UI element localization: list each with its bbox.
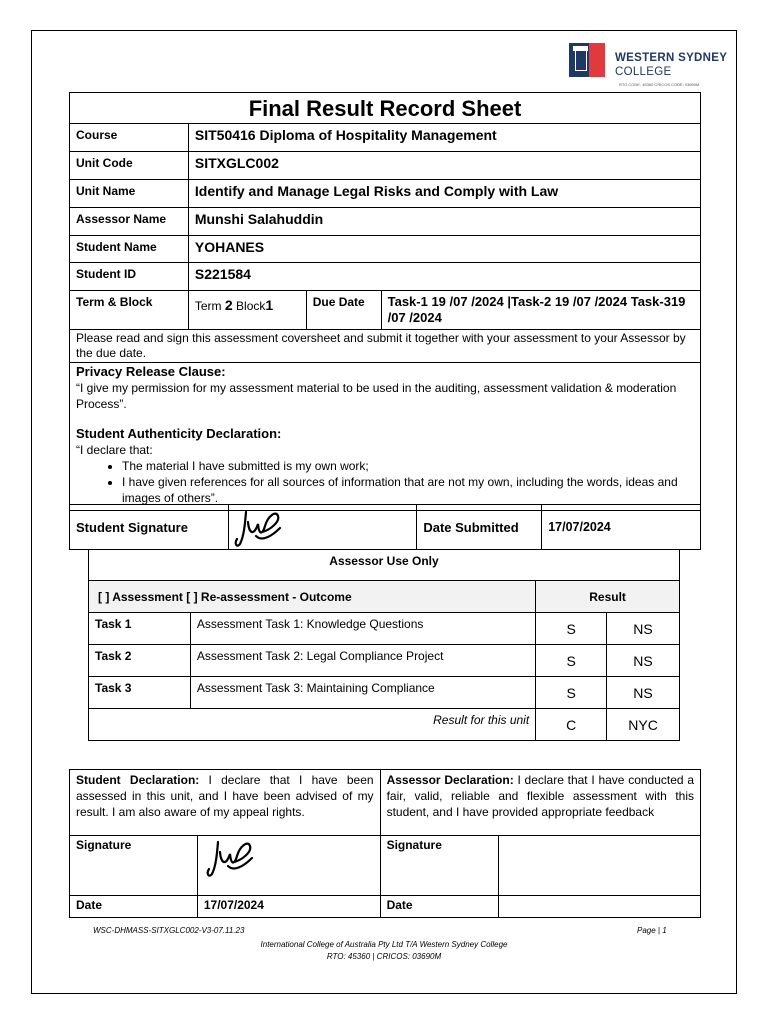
term-block-value: Term 2 Block1 (188, 291, 306, 330)
task-1-label: Task 1 (89, 613, 191, 645)
assessor-date-label: Date (380, 896, 499, 918)
task-2-label: Task 2 (89, 645, 191, 677)
task-2-s: S (536, 645, 607, 677)
assessor-date-value (499, 896, 701, 918)
assessor-name-label: Assessor Name (70, 208, 189, 236)
logo-line2: COLLEGE (615, 66, 672, 78)
result-record-table (69, 92, 701, 511)
student-signature-image (232, 506, 284, 550)
privacy-heading: Privacy Release Clause: (76, 364, 226, 379)
task-3-ns: NS (607, 677, 680, 709)
unit-result-label: Result for this unit (89, 709, 536, 741)
due-date-label: Due Date (306, 291, 381, 330)
student-name-label: Student Name (70, 236, 189, 263)
task-1-name: Assessment Task 1: Knowledge Questions (190, 613, 535, 645)
footer-line2: RTO: 45360 | CRICOS: 03690M (326, 952, 442, 961)
unit-code-value: SITXGLC002 (188, 152, 700, 180)
assessor-declaration-text: I declare that I have conducted a fair, valid, reliable and flexible assessment with this student, and I have provided appropriate feedback (386, 773, 694, 819)
course-label: Course (70, 124, 189, 152)
student-date-value: 17/07/2024 (197, 896, 380, 918)
unit-result-nyc: NYC (607, 709, 680, 741)
task-2-ns: NS (607, 645, 680, 677)
unit-code-label: Unit Code (70, 152, 189, 180)
date-submitted-label: Date Submitted (417, 505, 542, 550)
footer-doc-code: WSC-DHMASS-SITXGLC002-V3-07.11.23 (93, 926, 245, 935)
logo-codes: RTO CODE: 45360 CRICOS CODE: 03690M (619, 82, 700, 87)
authenticity-intro: “I declare that: (76, 443, 153, 457)
assessor-name-value: Munshi Salahuddin (188, 208, 700, 236)
student-declaration-text: I declare that I have been assessed in this unit, and I have been advised of my result. I am also aware of my appeal rights. (76, 773, 374, 819)
assessor-use-table (88, 549, 680, 741)
assessor-declaration (380, 770, 700, 836)
student-signature-label-2: Signature (70, 836, 198, 896)
declaration-signature-table (69, 769, 701, 918)
result-label: Result (536, 581, 680, 613)
due-date-value: Task-1 19 /07 /2024 |Task-2 19 /07 /2024 Task-319 /07 /2024 (381, 291, 700, 330)
task-1-s: S (536, 613, 607, 645)
term-block-label: Term & Block (70, 291, 189, 330)
declarations-block (70, 363, 701, 511)
unit-name-label: Unit Name (70, 180, 189, 208)
assessor-declaration-heading: Assessor Declaration: (386, 773, 514, 787)
course-value: SIT50416 Diploma of Hospitality Management (188, 124, 700, 152)
task-3-label: Task 3 (89, 677, 191, 709)
assessor-signature-label: Signature (380, 836, 499, 896)
student-date-label: Date (70, 896, 198, 918)
privacy-text: “I give my permission for my assessment material to be used in the auditing, assessment validation & moderation Process”. (76, 381, 677, 411)
logo-line1: WESTERN SYDNEY (615, 52, 728, 64)
student-id-value: S221584 (188, 263, 700, 291)
student-id-label: Student ID (70, 263, 189, 291)
task-2-name: Assessment Task 2: Legal Compliance Project (190, 645, 535, 677)
task-1-ns: NS (607, 613, 680, 645)
student-signature-label: Student Signature (70, 505, 229, 550)
authenticity-list (76, 458, 694, 506)
footer-page-number: Page | 1 (637, 926, 667, 935)
college-logo (569, 43, 739, 89)
student-declaration (70, 770, 381, 836)
outcome-label: [ ] Assessment [ ] Re-assessment - Outcome (89, 581, 536, 613)
footer-line1: International College of Australia Pty Ltd T/A Western Sydney College (260, 940, 508, 949)
student-declaration-signature-image (204, 836, 256, 880)
instruction-text: Please read and sign this assessment coversheet and submit it together with your assessment to your Assessor by the due date. (70, 330, 701, 363)
table-row (89, 645, 680, 677)
authenticity-heading: Student Authenticity Declaration: (76, 426, 282, 441)
assessor-signature-cell (499, 836, 701, 896)
college-crest-icon (569, 43, 605, 77)
student-signature-table (69, 504, 701, 550)
task-3-name: Assessment Task 3: Maintaining Compliance (190, 677, 535, 709)
student-name-value: YOHANES (188, 236, 700, 263)
list-item: • I have given references for all sources of information that are not my own, including the words, ideas and images of others”. (122, 474, 694, 506)
unit-result-c: C (536, 709, 607, 741)
unit-name-value: Identify and Manage Legal Risks and Comply with Law (188, 180, 700, 208)
page-title: Final Result Record Sheet (70, 93, 701, 124)
table-row (89, 677, 680, 709)
task-3-s: S (536, 677, 607, 709)
student-declaration-heading: Student Declaration: (76, 773, 200, 787)
date-submitted-value: 17/07/2024 (542, 505, 701, 550)
table-row (89, 613, 680, 645)
assessor-use-heading: Assessor Use Only (89, 550, 680, 581)
list-item: • The material I have submitted is my own work; (122, 458, 694, 474)
